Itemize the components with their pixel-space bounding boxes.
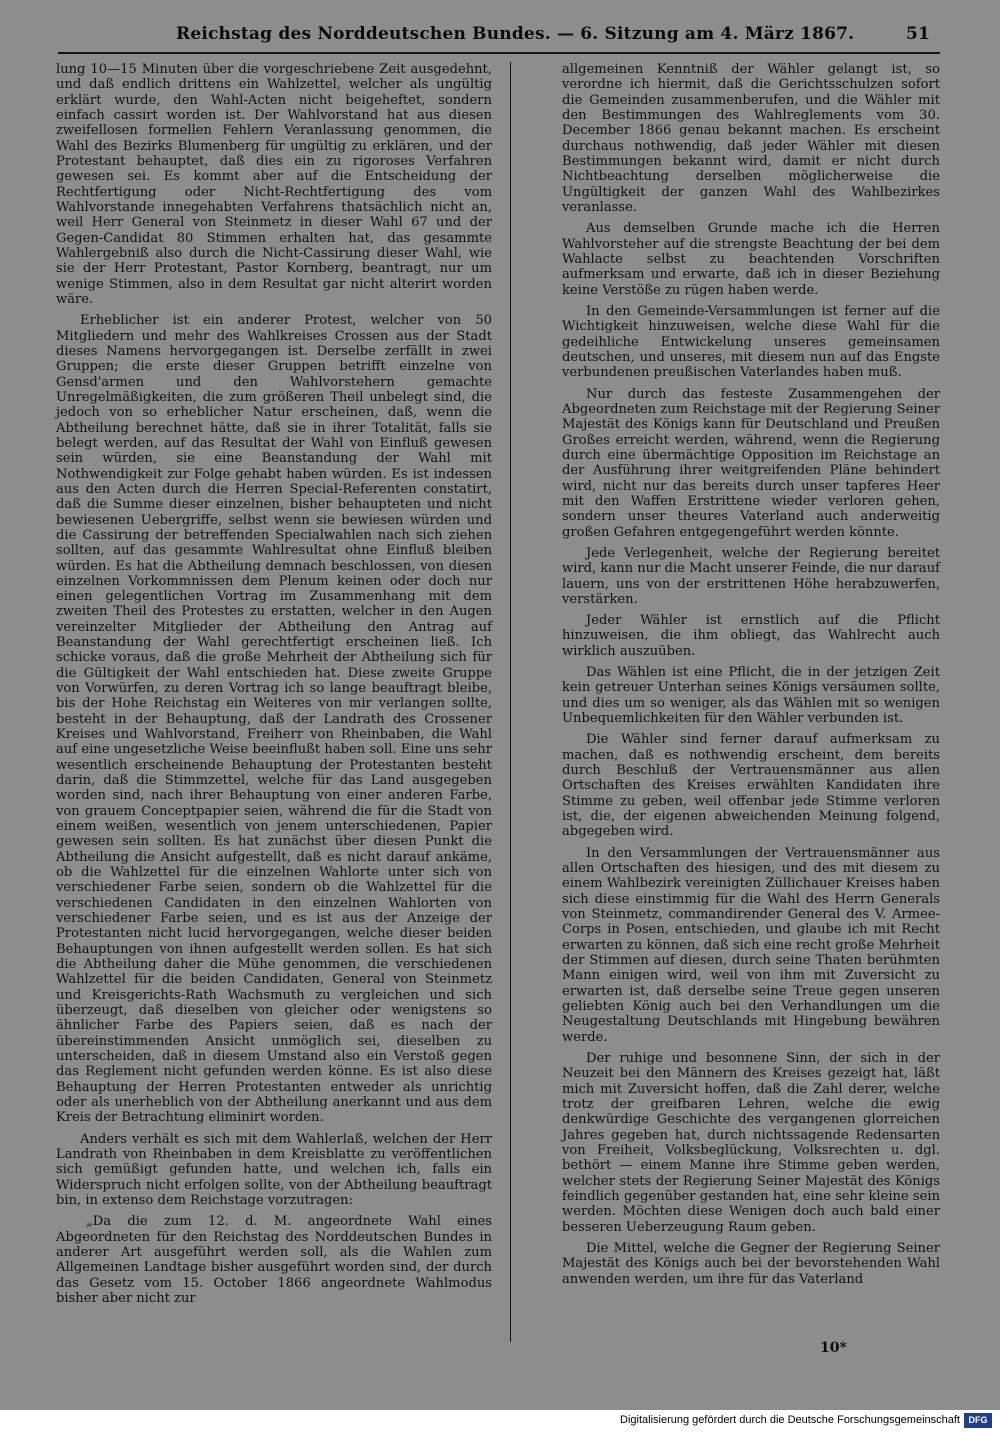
running-header bbox=[58, 22, 938, 46]
right-paragraph-7: Das Wählen ist eine Pflicht, die in der jetzigen Zeit kein getreuer Unterhan seines Königs versäumen sollte, und dies um so weniger, als das Wählen mit so wenigen Unbequemlichkeiten für den Wähler verbunden ist. bbox=[562, 665, 940, 727]
running-title: Reichstag des Norddeutschen Bundes. — 6. Sitzung am 4. März 1867. bbox=[176, 24, 855, 44]
left-paragraph-4: „Da die zum 12. d. M. angeordnete Wahl eines Abgeordneten für den Reichstag des Norddeutschen Bundes in anderer Art ausgeführt werden soll, als die Wahlen zum Allgemeinen Landtage bisher ausgeführt worden sind, der durch das Gesetz vom 15. October 1866 angeordnete Wahlmodus bisher aber nicht zur bbox=[56, 1214, 492, 1306]
right-paragraph-5: Jede Verlegenheit, welche der Regierung bereitet wird, kann nur die Macht unserer Feinde, die nur darauf lauern, uns von der erstrittenen Höhe herabzuwerfen, verstärken. bbox=[562, 545, 940, 607]
right-paragraph-8: Die Wähler sind ferner darauf aufmerksam zu machen, daß es nothwendig erscheint, dem bereits durch Beschluß der Vertrauensmänner aus allen Ortschaften des Kreises erwählten Kandidaten ihre Stimme zu geben, weil offenbar jede Stimme verloren ist, die, der eigenen abweichenden Meinung folgend, abgegeben wird. bbox=[562, 732, 940, 840]
right-paragraph-2: Aus demselben Grunde mache ich die Herren Wahlvorsteher auf die strengste Beachtung der bei dem Wahlacte selbst zu beachtenden Vorschriften aufmerksam und erwarte, daß ich in dieser Beziehung keine Verstöße zu rügen haben werde. bbox=[562, 221, 940, 298]
left-column bbox=[56, 62, 492, 1306]
digitization-footer bbox=[0, 1412, 1000, 1432]
left-paragraph-3: Anders verhält es sich mit dem Wahlerlaß, welchen der Herr Landrath von Rheinbaben in dem Kreisblatte zu veröffentlichen sich gemüßigt gefunden hatte, und welchen ich, falls ein Widerspruch nicht erfolgen sollte, von der Abtheilung beauftragt bin, in extenso dem Reichstage vorzutragen: bbox=[56, 1131, 492, 1208]
right-paragraph-9: In den Versammlungen der Vertrauensmänner aus allen Ortschaften des hiesigen, und des mit diesem zu einem Wahlbezirk vereinigten Züllichauer Kreises haben sich diese einstimmig für die Wahl des Herrn Generals von Steinmetz, commandirender General des V. Armee-Corps in Posen, entschieden, und glaube ich mit Recht erwarten zu können, daß sich eine recht große Mehrheit der Stimmen auf diesen, durch seine Thaten berühmten Mann einigen wird, weil von ihm mit Zuversicht zu erwarten ist, daß derselbe seine Treue gegen unseren geliebten König auch bei den Verhandlungen um die Neugestaltung Deutschlands mit Hingebung bewähren werde. bbox=[562, 845, 940, 1045]
right-paragraph-10: Der ruhige und besonnene Sinn, der sich in der Neuzeit bei den Männern des Kreises gezeigt hat, läßt mich mit Zuversicht hoffen, daß die Zahl derer, welche trotz der greifbaren Lehren, welche die ewig denkwürdige Geschichte des vergangenen glorreichen Jahres gegeben hat, durch nichtssagende Redensarten von Freiheit, Volksbeglückung, Volksrechten u. dgl. bethört — einem Manne ihre Stimme geben werden, welcher stets der Regierung Seiner Majestät des Königs feindlich gegenüber gestanden hat, eine sehr kleine sein werden. Möchten diese Wenigen doch auch bald einer besseren Ueberzeugung Raum geben. bbox=[562, 1051, 940, 1235]
right-paragraph-1: allgemeinen Kenntniß der Wähler gelangt ist, so verordne ich hiermit, daß die Gerichtsschulzen sofort die Gemeinden zusammenberufen, und die Wähler mit den Bestimmungen des Wahlreglements vom 30. December 1866 genau bekannt machen. Es erscheint durchaus nothwendig, daß jeder Wähler mit diesen Bestimmungen bekannt wird, damit er nicht durch Nichtbeachtung derselben möglicherweise die Ungültigkeit der ganzen Wahl des Wahlbezirkes veranlasse. bbox=[562, 62, 940, 215]
dfg-logo-icon: DFG bbox=[964, 1413, 992, 1428]
right-paragraph-11: Die Mittel, welche die Gegner der Regierung Seiner Majestät des Königs auch bei der bevorstehenden Wahl anwenden werden, um ihre für das Vaterland bbox=[562, 1240, 940, 1287]
left-paragraph-2: Erheblicher ist ein anderer Protest, welcher von 50 Mitgliedern und mehr des Wahlkreises Crossen aus der Stadt dieses Namens hervorgegangen ist. Derselbe zerfällt in zwei Gruppen; die erste dieser Gruppen betrifft einzelne von Gensd'armen und den Wahlvorstehern gemachte Unregelmäßigkeiten, die zum größeren Theil unbelegt sind, die jedoch von so erheblicher Natur erscheinen, daß, wenn die Abtheilung berechnet hätte, daß sie in ihrer Totalität, falls sie belegt werden, auf das Resultat der Wahl von Einfluß gewesen sein würden, sie eine Beanstandung der Wahl mit Nothwendigkeit zur Folge gehabt haben würden. Es ist indessen aus den Acten durch die Herren Special-Referenten constatirt, daß die Summe dieser einzelnen, bisher behaupteten und nicht bewiesenen Uebergriffe, selbst wenn sie bewiesen würden und die Cassirung der betreffenden Specialwahlen nach sich ziehen sollten, auf das gesammte Wahlresultat ohne Einfluß bleiben würden. Es hat die Abtheilung demnach beschlossen, von diesen einzelnen Vorkommnissen dem Plenum keinen oder doch nur einen gelegentlichen Vortrag im Zusammenhang mit dem zweiten Theil des Protestes zu erstatten, welcher in den Augen vereinzelter Mitglieder der Abtheilung den Antrag auf Beanstandung der Wahl gerechtfertigt erscheinen ließ. Ich schicke voraus, daß die große Mehrheit der Abtheilung sich für die Gültigkeit der Wahl entschieden hat. Diese zweite Gruppe von Vorwürfen, zu deren Vortrag ich so lange beauftragt bleibe, bis der Hohe Reichstag ein Weiteres von mir verlangen sollte, besteht in der Behauptung, daß der Landrath des Crossener Kreises und Wahlvorstand, Freiherr von Rheinbaben, die Wahl auf eine ungesetzliche Weise beeinflußt haben soll. Eine uns sehr wesentlich erscheinende Behauptung der Protestanten besteht darin, daß die Stimmzettel, welche für das Land ausgegeben worden sind, nach ihrer Behauptung von einer anderen Farbe, von grauem Conceptpapier seien, während die für die Stadt von einem weißen, wesentlich von jenem unterschiedenen, Papier gewesen sein sollten. Es hat zunächst über diesen Punkt die Abtheilung die Ansicht aufgestellt, daß es nicht darauf ankäme, ob die Wahlzettel für die einzelnen Wahlorte unter sich von verschiedener Farbe seien, sondern ob die Wahlzettel für die verschiedenen Candidaten in den einzelnen Wahlorten von verschiedener Farbe seien, und es ist aus der Anzeige der Protestanten nicht lucid hervorgegangen, welche dieser beiden Behauptungen von ihnen aufgestellt werden sollen. Es hat sich die Abtheilung daher die Mühe genommen, die verschiedenen Wahlzettel für die beiden Candidaten, General von Steinmetz und Kreisgerichts-Rath Wachsmuth zu vergleichen und sich überzeugt, daß dieselben von gleicher oder wenigstens so ähnlicher Farbe des Papiers seien, daß es nach der übereinstimmenden Ansicht unmöglich sei, dieselben zu unterscheiden, daß in diesem Umstand also ein Verstoß gegen das Reglement nicht gefunden werden könne. Es ist also diese Behauptung der Herren Protestanten entweder als unrichtig oder als unerheblich von der Abtheilung anerkannt und aus dem Kreis der Betrachtung eliminirt worden. bbox=[56, 313, 492, 1126]
page-number: 51 bbox=[905, 24, 930, 44]
right-column bbox=[562, 62, 940, 1287]
right-paragraph-6: Jeder Wähler ist ernstlich auf die Pflicht hinzuweisen, die ihm obliegt, das Wahlrecht auch wirklich auszuüben. bbox=[562, 613, 940, 659]
right-paragraph-4: Nur durch das festeste Zusammengehen der Abgeordneten zum Reichstage mit der Regierung Seiner Majestät des Königs kann für Deutschland und Preußen Großes erreicht werden, während, wenn die Regierung durch eine übermächtige Opposition im Reichstage an der Ausführung ihrer weitgreifenden Pläne behindert wird, nicht nur das bereits durch unser tapferes Heer mit den Waffen Erstrittene wieder verloren gehen, sondern unser theures Vaterland auch anderweitig großen Gefahren entgegengeführt werden könnte. bbox=[562, 386, 940, 540]
signature-mark: 10* bbox=[820, 1340, 847, 1356]
dfg-credit: Digitalisierung gefördert durch die Deutsche Forschungsgemeinschaft bbox=[620, 1414, 960, 1426]
right-paragraph-3: In den Gemeinde-Versammlungen ist ferner auf die Wichtigkeit hinzuweisen, welche diese Wahl für die gedeihliche Entwickelung unseres gemeinsamen deutschen, und unseres, mit diesem nun auf das Engste verbundenen preußischen Vaterlandes haben muß. bbox=[562, 303, 940, 381]
left-paragraph-1: lung 10—15 Minuten über die vorgeschriebene Zeit ausgedehnt, und daß endlich drittens ein Wahlzettel, welcher als ungültig erklärt wurde, den Wahl-Acten nicht beigeheftet, sondern einfach cassirt worden ist. Der Wahlvorstand hat aus diesen zweifellosen formellen Fehlern Veranlassung genommen, die Wahl des Bezirks Blumenberg für ungültig zu erklären, und der Protestant behauptet, daß dies ein zu rigoroses Verfahren gewesen sei. Es kommt aber auf die Entscheidung der Rechtfertigung oder Nicht-Rechtfertigung des vom Wahlvorstande innegehabten Verfahrens thatsächlich nicht an, weil Herr General von Steinmetz in dieser Wahl 67 und der Gegen-Candidat 80 Stimmen erhalten hat, das gesammte Wahlergebniß also durch die Nicht-Cassirung dieser Wahl, wie sie der Herr Protestant, Pastor Kornberg, beantragt, nur um wenige Stimmen, also in dem Resultat gar nicht alterirt worden wäre. bbox=[56, 62, 492, 307]
header-rule bbox=[58, 52, 940, 54]
column-divider bbox=[510, 62, 511, 1342]
